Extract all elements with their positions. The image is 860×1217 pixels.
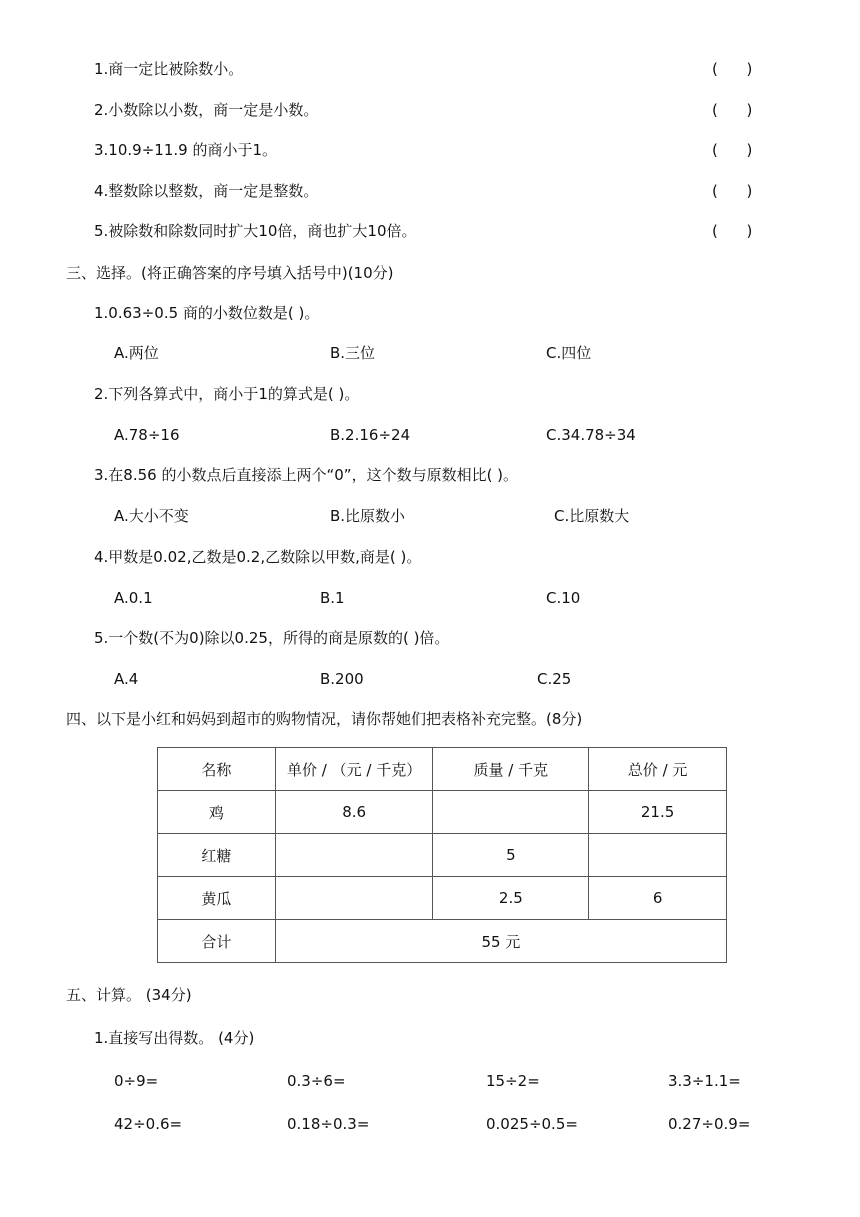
cell-unit-price-blank[interactable] <box>275 834 433 877</box>
table-total-row <box>158 920 727 963</box>
shopping-table <box>157 747 727 963</box>
cell-total-price: 21.5 <box>589 791 727 834</box>
table-heading: 四、以下是小红和妈妈到超市的购物情况，请你帮她们把表格补充完整。(8分) <box>66 710 583 728</box>
option-4c[interactable]: C.10 <box>546 589 581 607</box>
judge-item-1: 1.商一定比被除数小。 <box>94 60 244 78</box>
answer-paren-3[interactable]: ( ) <box>712 141 753 159</box>
table-header-row <box>158 748 727 791</box>
header-weight: 质量 / 千克 <box>433 748 589 791</box>
answer-paren-1[interactable]: ( ) <box>712 60 753 78</box>
cell-unit-price: 8.6 <box>275 791 433 834</box>
calc-expression: 0.025÷0.5= <box>486 1115 578 1133</box>
choice-question-5: 5.一个数(不为0)除以0.25，所得的商是原数的( )倍。 <box>94 629 450 647</box>
answer-paren-2[interactable]: ( ) <box>712 101 753 119</box>
option-1b[interactable]: B.三位 <box>330 344 376 362</box>
table-row <box>158 877 727 920</box>
option-5c[interactable]: C.25 <box>537 670 572 688</box>
cell-total-price: 6 <box>589 877 727 920</box>
cell-unit-price-blank[interactable] <box>275 877 433 920</box>
option-3b[interactable]: B.比原数小 <box>330 507 406 525</box>
calc-expression: 0÷9= <box>114 1072 159 1090</box>
judge-item-3: 3.10.9÷11.9 的商小于1。 <box>94 141 277 159</box>
cell-total-label: 合计 <box>158 920 276 963</box>
calc-expression: 0.18÷0.3= <box>287 1115 370 1133</box>
cell-total-price-blank[interactable] <box>589 834 727 877</box>
cell-weight: 5 <box>433 834 589 877</box>
judge-item-2: 2.小数除以小数，商一定是小数。 <box>94 101 319 119</box>
option-3c[interactable]: C.比原数大 <box>554 507 630 525</box>
judge-item-4: 4.整数除以整数，商一定是整数。 <box>94 182 319 200</box>
option-2b[interactable]: B.2.16÷24 <box>330 426 411 444</box>
calc-expression: 0.3÷6= <box>287 1072 346 1090</box>
cell-weight: 2.5 <box>433 877 589 920</box>
choice-question-1: 1.0.63÷0.5 商的小数位数是( )。 <box>94 304 320 322</box>
answer-paren-4[interactable]: ( ) <box>712 182 753 200</box>
option-1c[interactable]: C.四位 <box>546 344 592 362</box>
calc-sub-heading: 1.直接写出得数。 (4分) <box>94 1029 255 1047</box>
option-3a[interactable]: A.大小不变 <box>114 507 189 525</box>
cell-name: 红糖 <box>158 834 276 877</box>
cell-name: 黄瓜 <box>158 877 276 920</box>
calc-expression: 42÷0.6= <box>114 1115 183 1133</box>
calc-expression: 3.3÷1.1= <box>668 1072 741 1090</box>
calc-expression: 0.27÷0.9= <box>668 1115 751 1133</box>
header-name: 名称 <box>158 748 276 791</box>
option-4a[interactable]: A.0.1 <box>114 589 153 607</box>
choice-question-3: 3.在8.56 的小数点后直接添上两个“0”，这个数与原数相比( )。 <box>94 466 519 484</box>
answer-paren-5[interactable]: ( ) <box>712 222 753 240</box>
option-5a[interactable]: A.4 <box>114 670 139 688</box>
header-unit-price: 单价 / （元 / 千克） <box>275 748 433 791</box>
cell-name: 鸡 <box>158 791 276 834</box>
cell-total-value: 55 元 <box>275 920 726 963</box>
header-total-price: 总价 / 元 <box>589 748 727 791</box>
choice-heading: 三、选择。(将正确答案的序号填入括号中)(10分) <box>66 264 394 282</box>
option-2c[interactable]: C.34.78÷34 <box>546 426 636 444</box>
calc-heading: 五、计算。 (34分) <box>66 986 192 1004</box>
judge-item-5: 5.被除数和除数同时扩大10倍，商也扩大10倍。 <box>94 222 417 240</box>
option-2a[interactable]: A.78÷16 <box>114 426 180 444</box>
cell-weight-blank[interactable] <box>433 791 589 834</box>
table-row <box>158 791 727 834</box>
choice-question-4: 4.甲数是0.02,乙数是0.2,乙数除以甲数,商是( )。 <box>94 548 422 566</box>
table-row <box>158 834 727 877</box>
calc-expression: 15÷2= <box>486 1072 540 1090</box>
option-5b[interactable]: B.200 <box>320 670 364 688</box>
option-4b[interactable]: B.1 <box>320 589 345 607</box>
option-1a[interactable]: A.两位 <box>114 344 159 362</box>
choice-question-2: 2.下列各算式中，商小于1的算式是( )。 <box>94 385 360 403</box>
